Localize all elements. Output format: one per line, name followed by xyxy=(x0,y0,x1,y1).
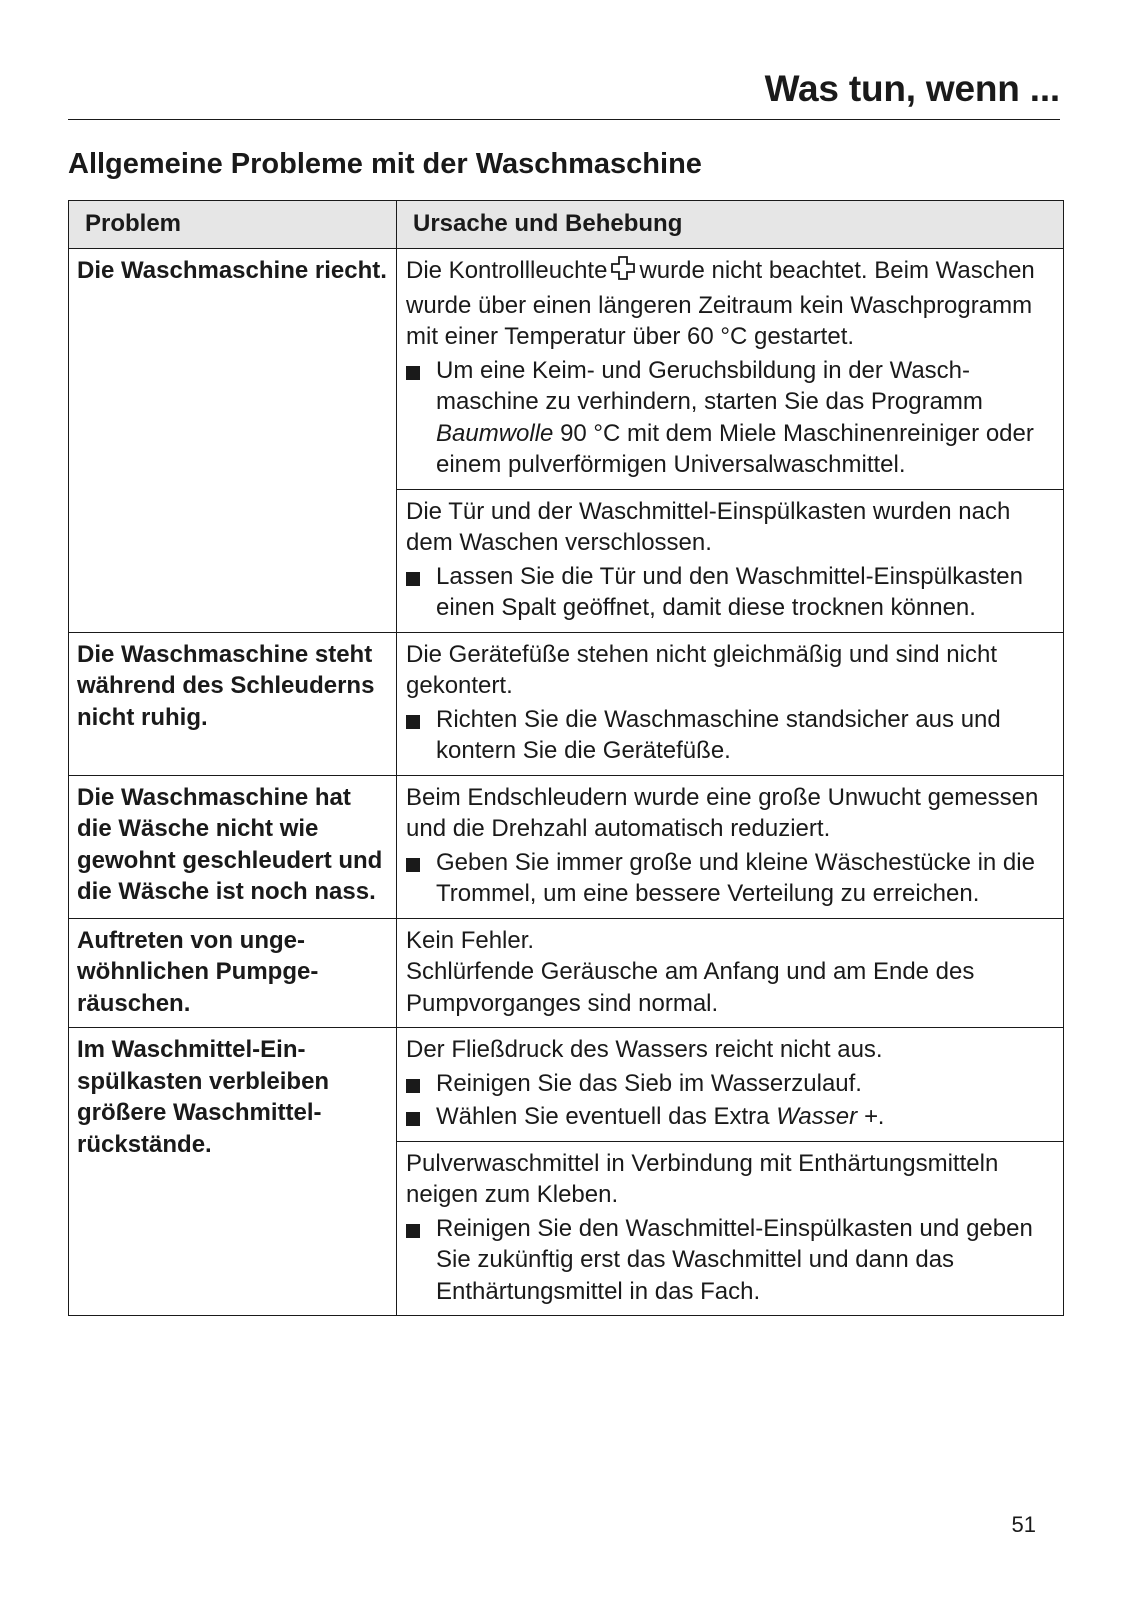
bullet-square-icon xyxy=(406,847,436,872)
table-row xyxy=(69,632,1064,775)
cause-text: Beim Endschleudern wurde eine große Unwucht gemessen und die Drehzahl automatisch reduziert. xyxy=(406,783,1039,842)
page-number: 51 xyxy=(1011,1512,1036,1537)
bullet-square-icon xyxy=(406,704,436,729)
cause-cell xyxy=(397,1028,1064,1142)
cause-text: Kein Fehler. xyxy=(406,926,535,954)
cause-cell xyxy=(397,632,1064,775)
problem-cell: Auftreten von ungewöhnlichen Pumpgeräuschen. xyxy=(69,918,397,1028)
cause-text: Pulverwaschmittel in Verbindung mit Enthärtungsmitteln neigen zum Kleben. xyxy=(406,1149,999,1208)
cause-cell xyxy=(397,249,1064,490)
cause-text: Die Gerätefüße stehen nicht gleichmäßig und sind nicht gekontert. xyxy=(406,640,997,699)
bullet-item: Wählen Sie eventuell das Extra Wasser +. xyxy=(406,1101,1055,1133)
table-row xyxy=(69,918,1064,1028)
troubleshooting-table xyxy=(68,200,1064,1316)
bullet-item: Geben Sie immer große und kleine Wäschestücke in die Trommel, um eine bessere Verteilung zu erreichen. xyxy=(406,847,1055,910)
cause-text: Der Fließdruck des Wassers reicht nicht aus. xyxy=(406,1036,883,1063)
hygiene-cross-icon xyxy=(610,255,636,290)
bullet-square-icon xyxy=(406,355,436,380)
table-row xyxy=(69,775,1064,918)
cause-cell xyxy=(397,918,1064,1028)
bullet-item: Lassen Sie die Tür und den Waschmittel-Einspülkasten einen Spalt geöffnet, damit diese trocknen können. xyxy=(406,561,1055,624)
cause-cell xyxy=(397,1141,1064,1316)
cause-text: Die Tür und der Waschmittel-Einspülkasten wurden nach dem Waschen verschlossen. xyxy=(406,497,1011,556)
bullet-square-icon xyxy=(406,1068,436,1093)
bullet-square-icon xyxy=(406,1213,436,1238)
header-title: Was tun, wenn ... xyxy=(764,68,1060,109)
problem-cell: Die Waschmaschine riecht. xyxy=(69,249,397,633)
problem-cell: Im Waschmittel-Einspülkasten verbleiben größere Waschmittelrückstände. xyxy=(69,1028,397,1316)
section-title: Allgemeine Probleme mit der Waschmaschine xyxy=(68,148,702,180)
problem-cell: Die Waschmaschine hat die Wäsche nicht wie gewohnt geschleudert und die Wäsche ist noch nass. xyxy=(69,775,397,918)
cause-text: Die Kontrollleuchte wurde nicht beachtet. Beim Waschen wurde über einen längeren Zeitraum kein Waschprogramm mit einer Temperatur über 60 °C gestartet. xyxy=(406,257,1035,350)
bullet-item: Reinigen Sie das Sieb im Wasserzulauf. xyxy=(406,1068,1055,1100)
bullet-item: Richten Sie die Waschmaschine standsicher aus und kontern Sie die Gerätefüße. xyxy=(406,704,1055,767)
bullet-square-icon xyxy=(406,1101,436,1126)
column-header-problem: Problem xyxy=(69,201,397,249)
bullet-item: Reinigen Sie den Waschmittel-Einspülkasten und geben Sie zukünftig erst das Waschmittel und dann das Enthärtungsmittel in das Fach. xyxy=(406,1213,1055,1308)
problem-cell: Die Waschmaschine steht während des Schleuderns nicht ruhig. xyxy=(69,632,397,775)
column-header-cause: Ursache und Behebung xyxy=(397,201,1064,249)
table-header-row xyxy=(69,201,1064,249)
bullet-square-icon xyxy=(406,561,436,586)
page-header xyxy=(68,66,1060,120)
cause-text: Schlürfende Geräusche am Anfang und am Ende des Pumpvorganges sind normal. xyxy=(406,958,975,1017)
cause-cell xyxy=(397,489,1064,632)
cause-cell xyxy=(397,775,1064,918)
table-row xyxy=(69,249,1064,490)
bullet-item: Um eine Keim- und Geruchsbildung in der Waschmaschine zu verhindern, starten Sie das Programm Baumwolle 90 °C mit dem Miele Maschinenreiniger oder einem pulverförmigen Universalwaschmittel. xyxy=(406,355,1055,481)
table-row xyxy=(69,1028,1064,1142)
